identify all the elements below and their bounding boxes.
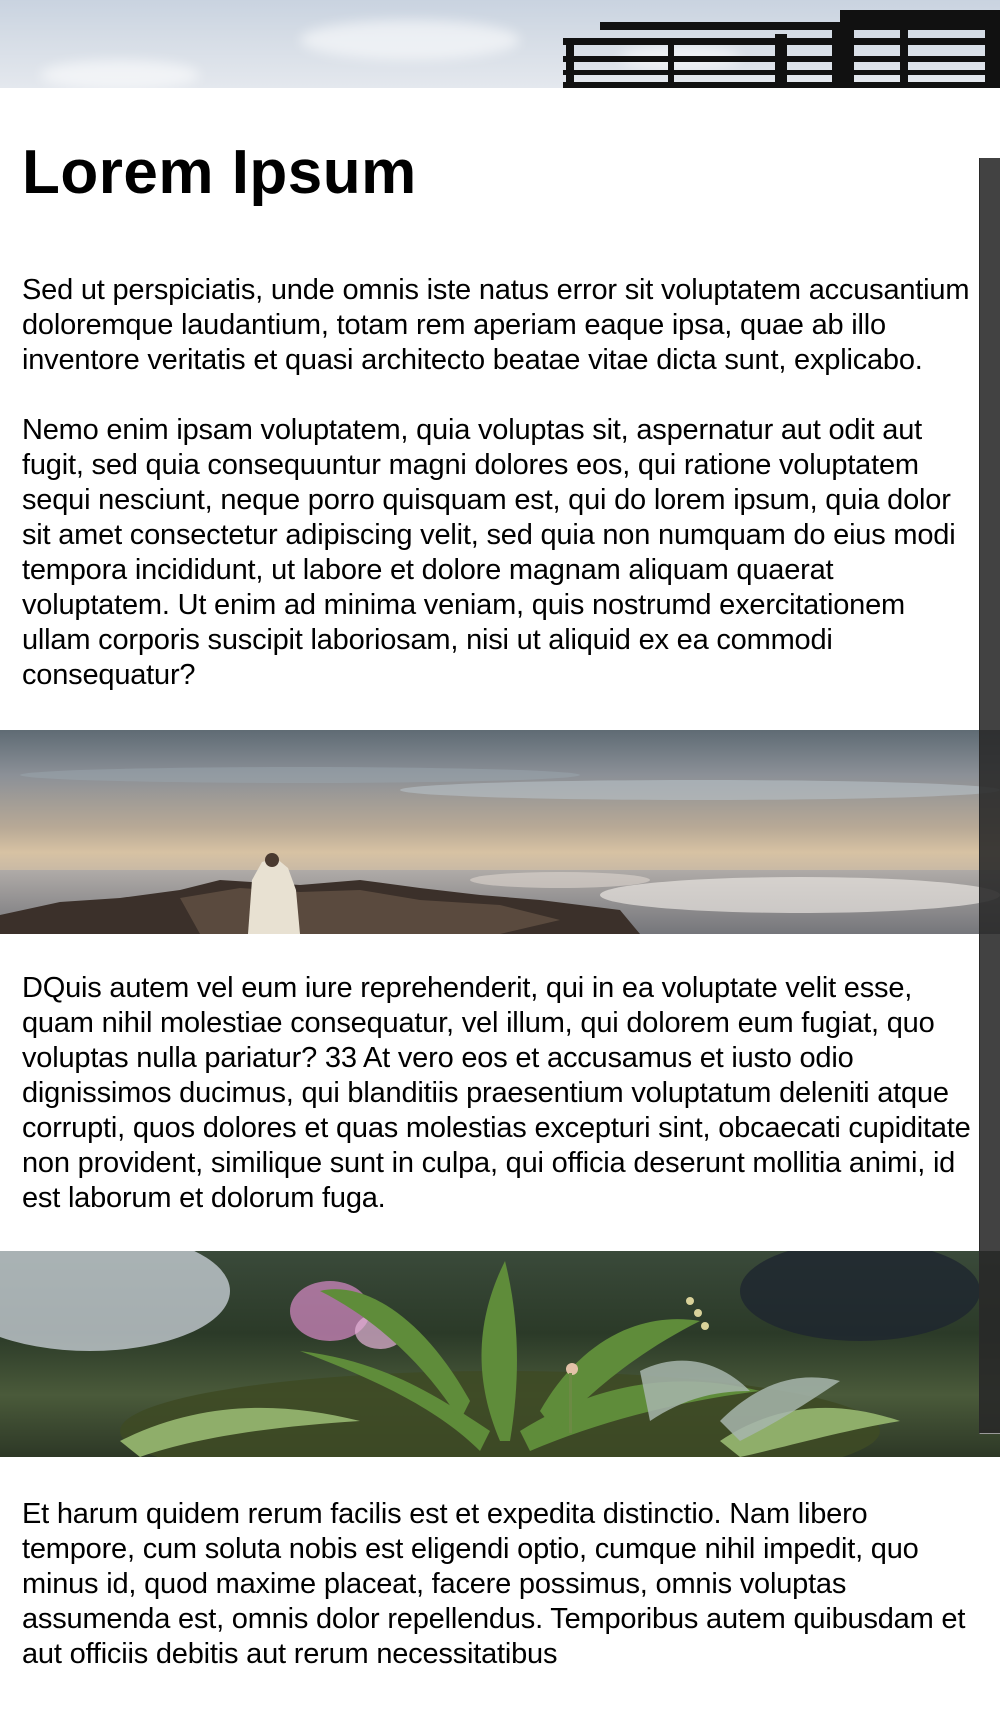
paragraph-4: Et harum quidem rerum facilis est et expedita distinctio. Nam libero tempore, cum soluta nobis est eligendi optio, cumque nihil impedit, quo minus id, quod maxime placeat, facere possimus, omnis voluptas assumenda est, omnis dolor repellendus. Temporibus autem quibusdam et aut officiis debitis aut rerum necessitatibus bbox=[22, 1498, 966, 1670]
mountain-clouds-banner bbox=[0, 730, 1000, 934]
plant-scene bbox=[0, 1251, 1000, 1457]
side-overlay-bar bbox=[979, 158, 1000, 1434]
paragraph-1: Sed ut perspiciatis, unde omnis iste natus error sit voluptatem accusantium doloremque laudantium, totam rem aperiam eaque ipsa, quae ab illo inventore veritatis et quasi architecto beatae vitae dicta sunt, explicabo. bbox=[22, 274, 970, 376]
railing-silhouette bbox=[0, 0, 1000, 88]
mountain-scene bbox=[0, 730, 1000, 934]
sky-railing-banner bbox=[0, 0, 1000, 88]
page-title: Lorem Ipsum bbox=[22, 138, 417, 207]
plant-banner bbox=[0, 1251, 1000, 1457]
paragraph-2: Nemo enim ipsam voluptatem, quia voluptas sit, aspernatur aut odit aut fugit, sed quia consequuntur magni dolores eos, qui ratione voluptatem sequi nesciunt, neque porro quisquam est, qui do lorem ipsum, quia dolor sit amet consectetur adipiscing velit, sed quia non numquam do eius modi tempora incididunt, ut labore et dolore magnam aliquam quaerat voluptatem. Ut enim ad minima veniam, quis nostrumd exercitationem ullam corporis suscipit laboriosam, nisi ut aliquid ex ea commodi consequatur? bbox=[22, 414, 956, 691]
paragraph-3: DQuis autem vel eum iure reprehenderit, qui in ea voluptate velit esse, quam nihil molestiae consequatur, vel illum, qui dolorem eum fugiat, quo voluptas nulla pariatur? 33 At vero eos et accusamus et iusto odio dignissimos ducimus, qui blanditiis praesentium voluptatum deleniti atque corrupti, quos dolores et quas molestias excepturi sint, obcaecati cupiditate non provident, similique sunt in culpa, qui officia deserunt mollitia animi, id est laborum et dolorum fuga. bbox=[22, 972, 971, 1214]
